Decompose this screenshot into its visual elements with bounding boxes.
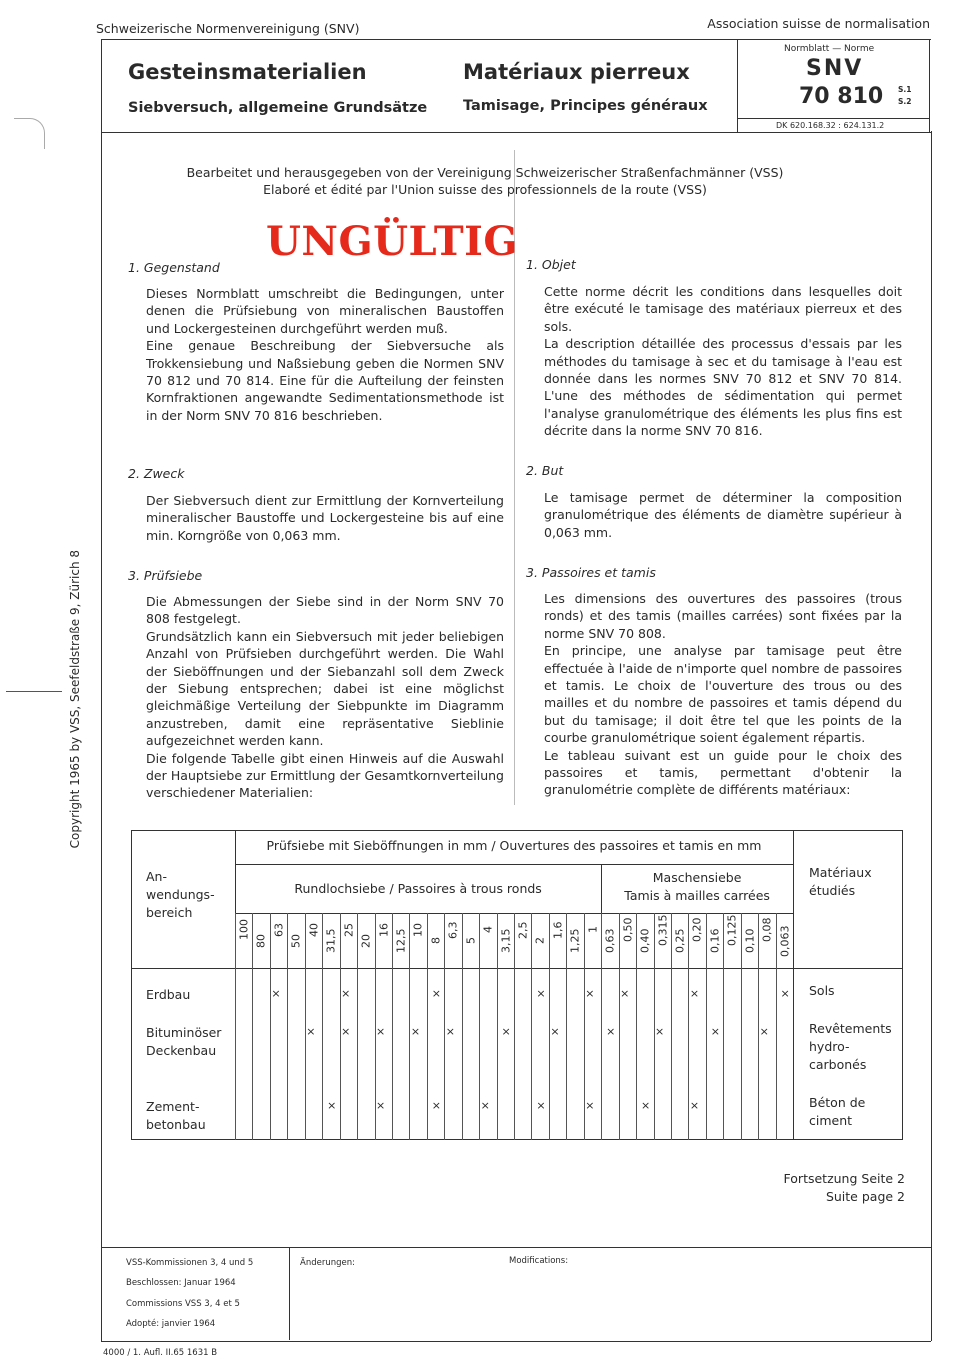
sieve-size-value: 4 <box>481 926 495 934</box>
sieve-size-label <box>236 916 251 966</box>
sieve-size-label <box>532 916 547 966</box>
punch-hole-mark <box>14 118 45 149</box>
mark-x: × <box>341 987 351 1000</box>
mark-x: × <box>759 1025 769 1038</box>
sieve-size-label <box>672 916 687 966</box>
sieve-size-label <box>602 916 617 966</box>
mark-x: × <box>431 987 441 1000</box>
sieve-size-value: 80 <box>254 934 268 948</box>
mark-x: × <box>501 1025 511 1038</box>
table-vline <box>793 830 794 1140</box>
sieve-size-label <box>585 916 600 966</box>
section-heading-de-3: 3. Prüfsiebe <box>128 568 203 583</box>
page-right-rule <box>931 131 932 1341</box>
sheet-s1: S.1 <box>898 85 912 94</box>
footer-commissions-de: VSS-Kommissionen 3, 4 und 5 <box>126 1258 254 1268</box>
sieve-size-value: 1,25 <box>568 928 582 954</box>
mark-x: × <box>654 1025 665 1038</box>
sieve-size-label <box>759 916 774 966</box>
sieve-size-label <box>689 916 704 966</box>
row-label-fr: Sols <box>809 983 835 998</box>
sieve-size-label <box>393 916 408 966</box>
sieve-size-label <box>323 916 338 966</box>
mark-x: × <box>641 1099 651 1112</box>
sieve-size-label <box>515 916 530 966</box>
subtitle-fr: Tamisage, Principes généraux <box>463 98 708 114</box>
sieve-size-value: 0,10 <box>743 928 757 954</box>
mark-x: × <box>536 987 546 1000</box>
title-de: Gesteinsmaterialien <box>128 60 367 84</box>
mark-x: × <box>780 987 790 1000</box>
sieve-size-value: 0,40 <box>638 928 652 954</box>
row-label-de: Erdbau <box>146 987 191 1002</box>
norm-number: 70 810 <box>799 84 884 109</box>
mark-x: × <box>410 1025 421 1038</box>
sieve-size-value: 25 <box>342 923 356 937</box>
footer-commissions-fr: Commissions VSS 3, 4 et 5 <box>126 1299 240 1309</box>
mark-x: × <box>327 1099 337 1112</box>
snv-label: SNV <box>806 56 864 81</box>
sieve-size-label <box>724 916 739 966</box>
sieve-size-label <box>498 916 513 966</box>
dk-number: DK 620.168.32 : 624.131.2 <box>776 121 885 130</box>
section-heading-de-1: 1. Gegenstand <box>128 260 220 275</box>
print-info: 4000 / 1. Aufl. II.65 1631 B <box>103 1348 218 1358</box>
paragraph: Grundsätzlich kann ein Siebversuch mit jeder beliebigen Anzahl von Prüfsieben durchgeführt werden. Die Wahl der Sieböffnungen und der Siebanzahl soll dem Zweck der Siebung entsprechen; dabei ist eine möglichst gleichmäßige Verteilung der Siebpunkte im Diagramm anzustreben, damit eine repräsentative Sieblinie aufgezeichnet werden kann. <box>146 628 504 749</box>
table-head-left: An- wendungs- bereich <box>146 869 215 920</box>
row-label-fr: Revêtements hydro- carbonés <box>809 1021 892 1072</box>
sieve-size-label <box>637 916 652 966</box>
section-body-de-1 <box>146 285 504 424</box>
margin-fold-mark <box>6 691 62 692</box>
sieve-size-value: 0,16 <box>708 928 722 954</box>
table-hline <box>235 864 793 865</box>
sieve-size-label <box>271 916 286 966</box>
paragraph: Die Abmessungen der Siebe sind in der Norm SNV 70 808 festgelegt. <box>146 594 504 627</box>
sieve-size-value: 6,3 <box>446 921 460 939</box>
table-head-right: Matériaux étudiés <box>809 865 872 898</box>
sieve-size-value: 0,315 <box>655 914 669 946</box>
mark-x: × <box>375 1025 386 1038</box>
footer-changes-fr: Modifications: <box>509 1256 569 1266</box>
continuation-fr: Suite page 2 <box>825 1189 905 1204</box>
section-body-fr-1 <box>544 283 902 440</box>
org-name-de: Schweizerische Normenvereinigung (SNV) <box>96 21 360 36</box>
sieve-size-label <box>306 916 321 966</box>
paragraph: Die folgende Tabelle gibt einen Hinweis auf die Auswahl der Hauptsiebe zur Ermittlung der Gesamtkornverteilung verschiedener Materialien: <box>146 750 504 801</box>
title-fr: Matériaux pierreux <box>463 60 690 84</box>
sieve-size-label <box>428 916 443 966</box>
sieve-size-label <box>655 916 670 966</box>
sieve-size-value: 8 <box>429 937 443 945</box>
mark-x: × <box>550 1025 560 1038</box>
mark-x: × <box>606 1025 616 1038</box>
sieve-size-label <box>358 916 373 966</box>
sieve-size-value: 2,5 <box>516 921 530 939</box>
sieve-size-value: 20 <box>359 934 373 948</box>
sieve-table <box>131 830 903 1140</box>
table-top-header: Prüfsiebe mit Sieböffnungen in mm / Ouvertures des passoires et tamis en mm <box>266 838 762 853</box>
continuation-de: Fortsetzung Seite 2 <box>783 1171 905 1186</box>
sieve-size-label <box>376 916 391 966</box>
footer-divider <box>289 1248 290 1340</box>
footer-changes-de: Änderungen: <box>300 1258 355 1268</box>
mark-x: × <box>536 1099 546 1112</box>
normblatt-label: Normblatt — Norme <box>784 44 875 54</box>
sieve-size-value: 1,6 <box>551 921 565 939</box>
sieve-size-value: 2 <box>533 937 547 945</box>
sieve-size-label <box>567 916 582 966</box>
paragraph: La description détaillée des processus d'essais par les méthodes du tamisage à sec et du tamisage à l'eau est donnée dans les normes SNV 70 812 et SNV 70 814. L'une des méthodes de sédimentation qui permet l'analyse granulométrique des éléments les plus fins est décrite dans la norme SNV 70 816. <box>544 336 902 439</box>
sieve-size-value: 0,20 <box>690 917 704 943</box>
sieve-size-label <box>463 916 478 966</box>
sieve-size-value: 0,25 <box>673 928 687 954</box>
sieve-size-value: 0,125 <box>725 914 739 946</box>
section-body-fr-2 <box>544 489 902 541</box>
publisher-de: Bearbeitet und herausgegeben von der Vereinigung Schweizerischer Straßenfachmänner (VSS) <box>186 165 784 180</box>
sieve-size-label <box>550 916 565 966</box>
mark-x: × <box>271 987 281 1000</box>
sieve-size-value: 12,5 <box>394 928 408 954</box>
sieve-size-value: 31,5 <box>324 928 338 954</box>
mark-x: × <box>585 1099 595 1112</box>
section-heading-fr-1: 1. Objet <box>526 257 576 272</box>
mark-x: × <box>306 1025 316 1038</box>
mark-x: × <box>585 987 595 1000</box>
sieve-size-value: 10 <box>411 923 425 937</box>
paragraph: En principe, une analyse par tamisage peut être effectuée à l'aide de n'importe quel nombre de passoires et tamis. Le choix de l'ouverture des trous ou des mailles et du nombre de passoires et tamis dépend du but du tamisage; il doit être tel que les points de la courbe granulométrique soient également répartis. <box>544 643 902 746</box>
paragraph: Le tamisage permet de déterminer la composition granulométrique des éléments de diamètre supérieur à 0,063 mm. <box>544 490 902 540</box>
sieve-size-value: 1 <box>586 926 600 934</box>
mark-x: × <box>480 1099 490 1112</box>
sieve-size-label <box>707 916 722 966</box>
mark-x: × <box>620 987 630 1000</box>
sieve-size-label <box>480 916 495 966</box>
mark-x: × <box>689 1099 700 1112</box>
sieve-size-value: 0,50 <box>621 917 635 943</box>
sieve-size-label <box>742 916 757 966</box>
mark-x: × <box>445 1025 455 1038</box>
sieve-size-label <box>620 916 635 966</box>
paragraph: Dieses Normblatt umschreibt die Bedingungen, unter denen die Prüfsiebung von mineralischen Baustoffen und Lockergesteinen durchgeführt werden muß. <box>146 286 504 336</box>
section-body-fr-3 <box>544 590 902 799</box>
footer-decided-de: Beschlossen: Januar 1964 <box>126 1278 236 1288</box>
copyright-block <box>68 550 86 849</box>
sieve-size-value: 100 <box>237 919 251 941</box>
sieve-size-value: 0,063 <box>778 925 791 957</box>
paragraph: Le tableau suivant est un guide pour le choix des passoires et tamis, permettant d'obtenir la granulométrie complète de différents matériaux: <box>544 747 902 798</box>
paragraph: Eine genaue Beschreibung der Siebversuche als Trokkensiebung und Naßsiebung geben die Normen SNV 70 812 und 70 814. Eine für die Aufteilung der feinsten Kornfraktionen angewandte Sedimentationsmethode ist in der Norm SNV 70 816 beschrieben. <box>146 338 504 423</box>
mark-x: × <box>689 987 700 1000</box>
dk-divider <box>737 118 930 119</box>
mark-x: × <box>431 1099 441 1112</box>
paragraph: Der Siebversuch dient zur Ermittlung der Kornverteilung mineralischer Baustoffe und Lockergesteine bis auf eine min. Korngröße von 0,063 mm. <box>146 493 504 543</box>
sieve-size-label <box>253 916 268 966</box>
copyright-text: Copyright 1965 by VSS, Seefeldstraße 9, Zürich 8 <box>68 550 82 849</box>
sieve-size-value: 0,08 <box>760 917 774 943</box>
section-heading-fr-2: 2. But <box>526 463 564 478</box>
sieve-size-value: 5 <box>464 937 478 945</box>
page-left-rule <box>101 131 102 1341</box>
sieve-size-label <box>410 916 425 966</box>
table-group-mesh: Maschensiebe Tamis à mailles carrées <box>624 870 770 903</box>
publisher-fr: Elaboré et édité par l'Union suisse des professionnels de la route (VSS) <box>263 182 707 197</box>
sieve-size-label <box>777 916 792 966</box>
footer-adopted-fr: Adopté: janvier 1964 <box>126 1319 216 1329</box>
section-heading-de-2: 2. Zweck <box>128 466 185 481</box>
mark-x: × <box>710 1025 720 1038</box>
section-heading-fr-3: 3. Passoires et tamis <box>526 565 656 580</box>
sieve-size-value: 63 <box>272 923 286 937</box>
row-label-fr: Béton de ciment <box>809 1095 866 1128</box>
paragraph: Les dimensions des ouvertures des passoires (trous ronds) et des tamis (mailles carrées) sont fixées par la norme SNV 70 808. <box>544 591 902 641</box>
sieve-size-value: 50 <box>289 934 303 948</box>
table-group-round: Rundlochsiebe / Passoires à trous ronds <box>294 881 542 896</box>
section-body-de-2 <box>146 492 504 544</box>
sieve-size-value: 16 <box>376 923 390 937</box>
mark-x: × <box>375 1099 386 1112</box>
invalid-stamp: UNGÜLTIG <box>266 218 518 265</box>
section-body-de-3 <box>146 593 504 802</box>
sieve-size-value: 40 <box>307 923 321 937</box>
sheet-s2: S.2 <box>898 97 912 106</box>
sieve-size-value: 3,15 <box>499 928 512 954</box>
row-label-de: Zement- betonbau <box>146 1099 206 1132</box>
sieve-size-value: 0,63 <box>603 928 617 954</box>
sieve-size-label <box>445 916 460 966</box>
table-hline <box>131 968 903 969</box>
org-name-fr: Association suisse de normalisation <box>707 16 930 31</box>
subtitle-de: Siebversuch, allgemeine Grundsätze <box>128 100 428 116</box>
paragraph: Cette norme décrit les conditions dans lesquelles doit être exécuté le tamisage des matériaux pierreux et des sols. <box>544 284 902 334</box>
header-right-edge <box>929 40 930 132</box>
row-label-de: Bituminöser Deckenbau <box>146 1025 222 1058</box>
mark-x: × <box>341 1025 351 1038</box>
sieve-size-label <box>288 916 303 966</box>
sieve-size-label <box>341 916 356 966</box>
